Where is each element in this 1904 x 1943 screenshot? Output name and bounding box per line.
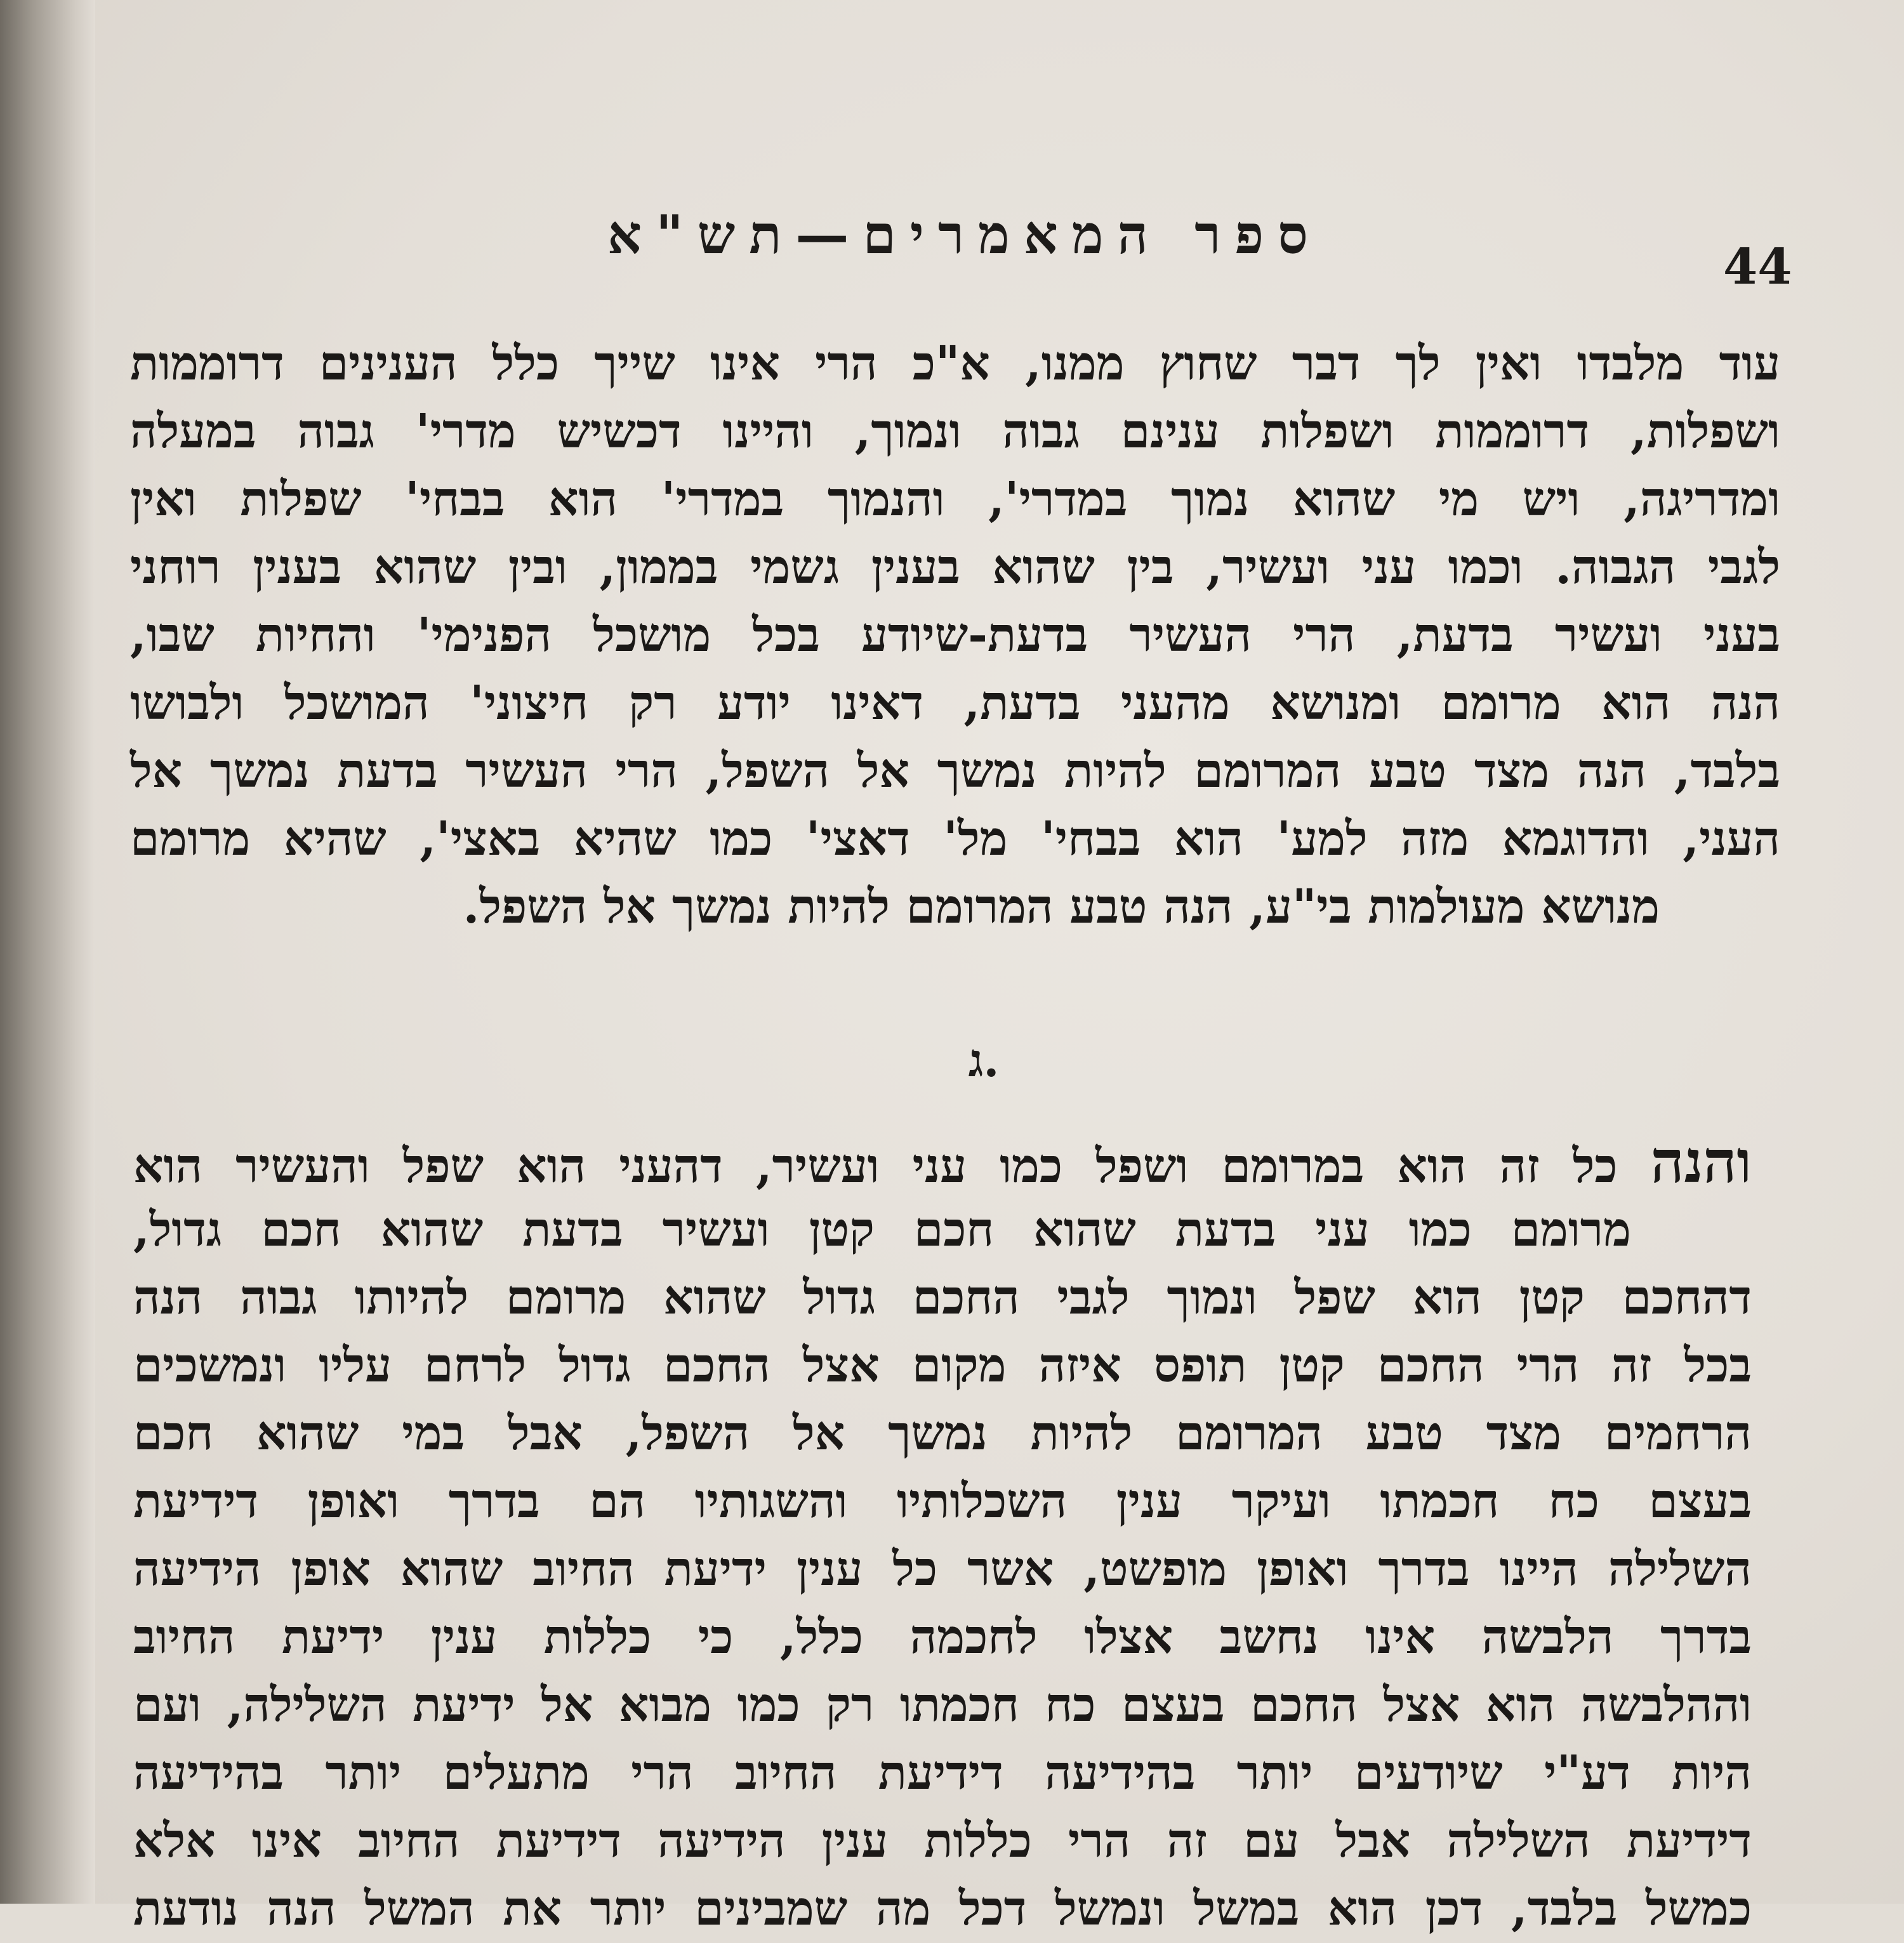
text-line: לגבי הגבוה. וכמו עני ועשיר, בין שהוא בענין גשמי בממון, ובין שהוא בענין רוחני: [130, 540, 1780, 595]
text-line: עוד מלבדו ואין לך דבר שחוץ ממנו, א"כ הרי אינו שייך כלל הענינים דרוממות: [130, 336, 1780, 391]
text-line: השלילה היינו בדרך ואופן מופשט, אשר כל ענין ידיעת החיוב שהוא אופן הידיעה: [133, 1542, 1752, 1597]
text-line: מרומם כמו עני בדעת שהוא חכם קטן ועשיר בדעת שהוא חכם גדול,: [133, 1202, 1631, 1257]
opening-word: והנה: [1650, 1128, 1752, 1196]
text-line: ושפלות, דרוממות ושפלות ענינם גבוה ונמוך, והיינו דכשיש מדרי' גבוה במעלה: [130, 404, 1780, 459]
text-line: ומדריגה, ויש מי שהוא נמוך במדרי', והנמוך במדרי' הוא בבחי' שפלות ואין: [130, 472, 1780, 527]
text-line: בדרך הלבשה אינו נחשב אצלו לחכמה כלל, כי כללות ענין ידיעת החיוב: [133, 1610, 1752, 1664]
text-line: מנושא מעולמות בי"ע, הנה טבע המרומם להיות נמשך אל השפל.: [463, 879, 1660, 934]
text-line: דידיעת השלילה אבל עם זה הרי כללות ענין הידיעה דידיעת החיוב אינו אלא: [133, 1814, 1752, 1868]
text-line: בכל זה הרי החכם קטן תופס איזה מקום אצל החכם גדול לרחם עליו ונמשכים: [133, 1338, 1752, 1393]
paragraph-2: [133, 1128, 1752, 1943]
text-line-rest: כל זה הוא במרומם ושפל כמו עני ועשיר, דהעני הוא שפל והעשיר הוא: [133, 1139, 1651, 1194]
text-line: בעני ועשיר בדעת, הרי העשיר בדעת-שיודע בכל מושכל הפנימי' והחיות שבו,: [130, 608, 1780, 662]
text-line: דהחכם קטן הוא שפל ונמוך לגבי החכם גדול שהוא מרומם להיותו גבוה הנה: [133, 1270, 1752, 1325]
text-line: כמשל בלבד, דכן הוא במשל ונמשל דכל מה שמבינים יותר את המשל הנה נודעת: [133, 1881, 1752, 1936]
text-line: הנה הוא מרומם ומנושא מהעני בדעת, דאינו יודע רק חיצוני' המושכל ולבושו: [130, 676, 1780, 730]
text-line: וההלבשה הוא אצל החכם בעצם כח חכמתו רק כמו מבוא אל ידיעת השלילה, ועם: [133, 1678, 1752, 1732]
paragraph-1: [130, 330, 1780, 941]
text-line: בלבד, הנה מצד טבע המרומם להיות נמשך אל השפל, הרי העשיר בדעת נמשך אל: [130, 744, 1780, 798]
text-line: העני, והדוגמא מזה למע' הוא בבחי' מל' דאצי' כמו שהיא באצי', שהיא מרומם: [130, 812, 1780, 866]
book-spine-shadow: [0, 0, 95, 1904]
text-line-opening: [133, 1128, 1752, 1196]
text-line: היות דע"י שיודעים יותר בהידיעה דידיעת החיוב הרי מתעלים יותר בהידיעה: [133, 1746, 1752, 1800]
text-line: הרחמים מצד טבע המרומם להיות נמשך אל השפל, אבל במי שהוא חכם: [133, 1406, 1752, 1461]
section-marker: ג.: [968, 1033, 1000, 1087]
running-head: ספר המאמרים—תש"א: [607, 203, 1322, 266]
page-number: 44: [1723, 238, 1792, 296]
text-line: בעצם כח חכמתו ועיקר ענין השכלותיו והשגותיו הם בדרך ואופן דידיעת: [133, 1474, 1752, 1529]
